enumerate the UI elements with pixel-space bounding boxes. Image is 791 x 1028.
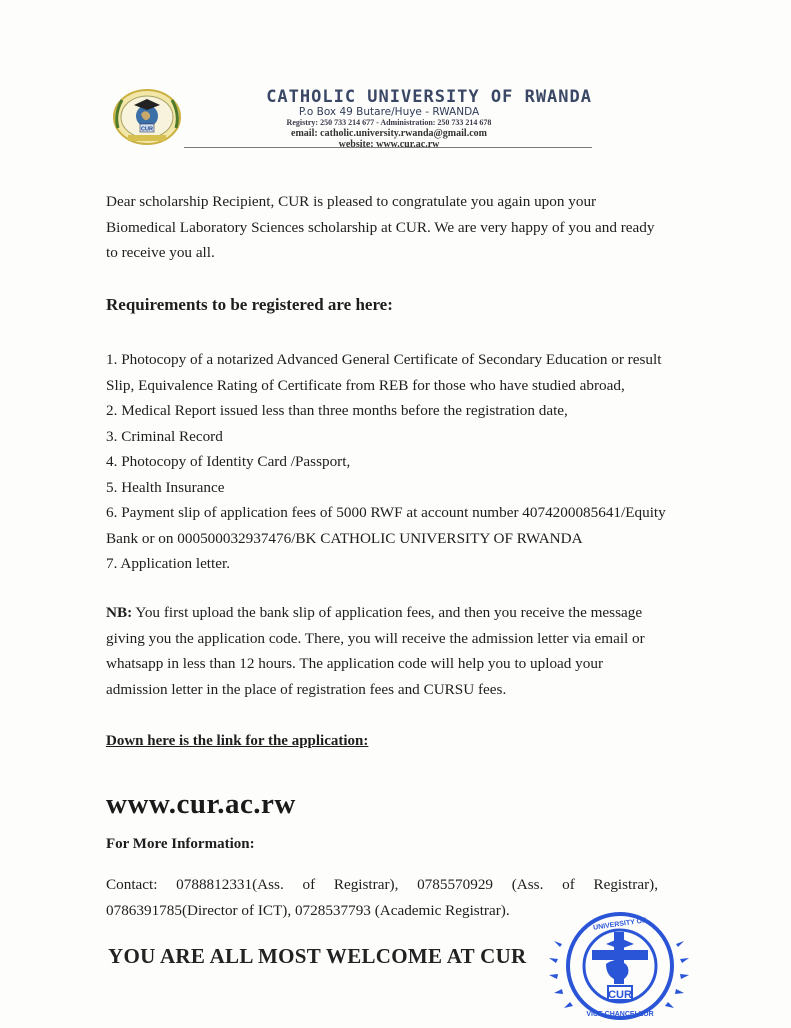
university-name: CATHOLIC UNIVERSITY OF RWANDA (266, 87, 592, 107)
list-item: 4. Photocopy of Identity Card /Passport, (106, 453, 351, 470)
link-heading: Down here is the link for the application: (106, 733, 369, 749)
intro-paragraph: Dear scholarship Recipient, CUR is pleased to congratulate you again upon your Biomedical Laboratory Sciences scholarship at CUR. We are very happy of you and ready to receive you all. (106, 193, 655, 261)
list-item: 7. Application letter. (106, 555, 231, 572)
svg-text:UNIVERSITY OF: UNIVERSITY OF (592, 917, 647, 932)
letterhead (108, 84, 592, 150)
svg-text:CUR: CUR (141, 126, 153, 133)
nb-label: NB: (106, 604, 133, 621)
website-line: website: www.cur.ac.rw (338, 139, 440, 150)
requirements-list (106, 347, 666, 577)
svg-text:CUR: CUR (608, 989, 632, 1001)
contact-line-1: Contact: 0788812331(Ass. of Registrar), 0785570929 (Ass. of Registrar), (106, 876, 658, 893)
list-item: Bank or on 000500032937476/BK CATHOLIC UNIVERSITY OF RWANDA (106, 529, 583, 547)
nb-text: You first upload the bank slip of application fees, and then you receive the message giving you the application code. There, you will receive the admission letter via email or whatsapp in less than 12 hours. The application code will help you to upload your admission letter in the place of registration fees and CURSU fees. (106, 604, 645, 698)
list-item: 5. Health Insurance (106, 478, 225, 496)
university-crest-icon (112, 88, 182, 146)
more-info-heading: For More Information: (106, 836, 255, 852)
postal-address: P.o Box 49 Butare/Huye - RWANDA (298, 106, 480, 118)
official-stamp-icon (548, 904, 690, 1028)
contact-email: email: catholic.university.rwanda@gmail.com (291, 128, 487, 139)
nb-paragraph (106, 600, 658, 702)
letterhead-divider (184, 147, 592, 148)
contact-line-2: 0786391785(Director of ICT), 0728537793 (Academic Registrar). (106, 901, 510, 919)
application-link[interactable]: www.cur.ac.rw (106, 788, 296, 820)
list-item: Slip, Equivalence Rating of Certificate from REB for those who have studied abroad, (106, 376, 625, 394)
svg-text:VICE CHANCELLOR: VICE CHANCELLOR (586, 1011, 654, 1018)
welcome-message: YOU ARE ALL MOST WELCOME AT CUR (108, 944, 527, 968)
list-item: 1. Photocopy of a notarized Advanced General Certificate of Secondary Education or result (106, 351, 662, 368)
list-item: 6. Payment slip of application fees of 5000 RWF at account number 4074200085641/Equity (106, 504, 666, 521)
requirements-heading: Requirements to be registered are here: (106, 295, 393, 314)
list-item: 2. Medical Report issued less than three months before the registration date, (106, 402, 568, 419)
phone-numbers: Registry: 250 733 214 677 - Administration: 250 733 214 678 (286, 118, 492, 127)
list-item: 3. Criminal Record (106, 427, 223, 445)
